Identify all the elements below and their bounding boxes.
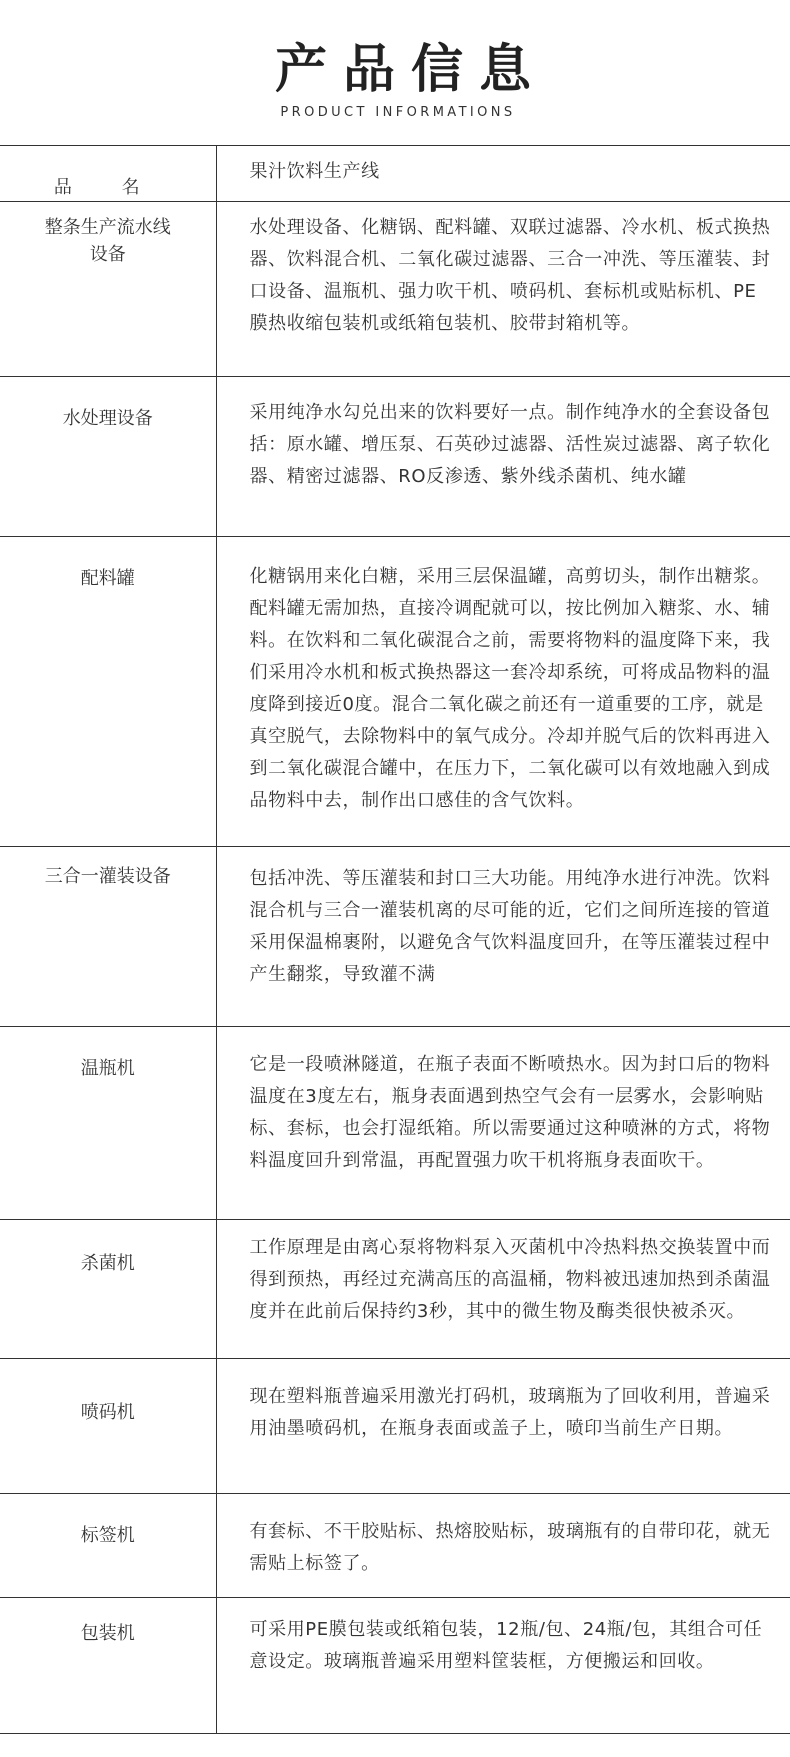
product-info-table [0,145,790,1734]
row-value: 果汁饮料生产线 [216,146,790,202]
row-label: 品 名 [0,146,216,202]
row-desc: 有套标、不干胶贴标、热熔胶贴标，玻璃瓶有的自带印花，就无需贴上标签了。 [216,1494,790,1598]
table-row [0,202,790,377]
row-desc: 化糖锅用来化白糖，采用三层保温罐，高剪切头，制作出糖浆。配料罐无需加热，直接冷调配就可以，按比例加入糖浆、水、辅料。在饮料和二氧化碳混合之前，需要将物料的温度降下来，我们采用冷水机和板式换热器这一套冷却系统，可将成品物料的温度降到接近0度。混合二氧化碳之前还有一道重要的工序，就是真空脱气，去除物料中的氧气成分。冷却并脱气后的饮料再进入到二氧化碳混合罐中，在压力下，二氧化碳可以有效地融入到成品物料中去，制作出口感佳的含气饮料。 [216,537,790,847]
table-row [0,1220,790,1359]
table-row [0,1359,790,1494]
row-label: 标签机 [0,1494,216,1598]
row-label: 配料罐 [0,537,216,847]
row-label: 杀菌机 [0,1220,216,1359]
table-row-product-name [0,146,790,202]
table-row [0,1598,790,1734]
page-header [0,0,790,145]
page-subtitle: PRODUCT INFORMATIONS [280,105,516,120]
row-desc: 现在塑料瓶普遍采用激光打码机，玻璃瓶为了回收利用，普遍采用油墨喷码机，在瓶身表面或盖子上，喷印当前生产日期。 [216,1359,790,1494]
row-desc: 水处理设备、化糖锅、配料罐、双联过滤器、冷水机、板式换热器、饮料混合机、二氧化碳过滤器、三合一冲洗、等压灌装、封口设备、温瓶机、强力吹干机、喷码机、套标机或贴标机、PE膜热收缩包装机或纸箱包装机、胶带封箱机等。 [216,202,790,377]
row-desc: 包括冲洗、等压灌装和封口三大功能。用纯净水进行冲洗。饮料混合机与三合一灌装机离的尽可能的近，它们之间所连接的管道采用保温棉裹附，以避免含气饮料温度回升，在等压灌装过程中产生翻浆，导致灌不满 [216,847,790,1027]
row-label: 三合一灌装设备 [0,847,216,1027]
row-desc: 可采用PE膜包装或纸箱包装，12瓶/包、24瓶/包，其组合可任意设定。玻璃瓶普遍采用塑料筐装框，方便搬运和回收。 [216,1598,790,1734]
row-label: 包装机 [0,1598,216,1734]
row-desc: 工作原理是由离心泵将物料泵入灭菌机中冷热料热交换装置中而得到预热，再经过充满高压的高温桶，物料被迅速加热到杀菌温度并在此前后保持约3秒，其中的微生物及酶类很快被杀灭。 [216,1220,790,1359]
table-row [0,847,790,1027]
table-row [0,377,790,537]
row-desc: 它是一段喷淋隧道，在瓶子表面不断喷热水。因为封口后的物料温度在3度左右，瓶身表面遇到热空气会有一层雾水，会影响贴标、套标，也会打湿纸箱。所以需要通过这种喷淋的方式，将物料温度回升到常温，再配置强力吹干机将瓶身表面吹干。 [216,1027,790,1220]
row-label: 温瓶机 [0,1027,216,1220]
table-row [0,1494,790,1598]
row-label: 水处理设备 [0,377,216,537]
row-label: 喷码机 [0,1359,216,1494]
page-title: 产品信息 [274,40,547,100]
table-row [0,537,790,847]
table-row [0,1027,790,1220]
row-label: 整条生产流水线设备 [0,202,216,377]
row-desc: 采用纯净水勾兑出来的饮料要好一点。制作纯净水的全套设备包括：原水罐、增压泵、石英砂过滤器、活性炭过滤器、离子软化器、精密过滤器、RO反渗透、紫外线杀菌机、纯水罐 [216,377,790,537]
